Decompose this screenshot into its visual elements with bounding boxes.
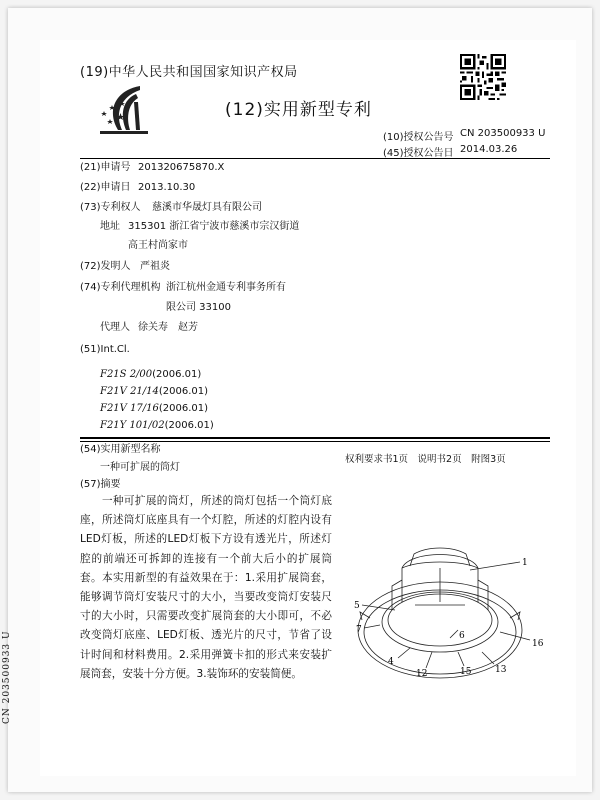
pages-summary: 权利要求书1页 说明书2页 附图3页 — [345, 454, 506, 465]
agency-line-1: 浙江杭州金通专利事务所有 — [166, 282, 286, 293]
drawing-label: 6 — [459, 631, 465, 641]
drawing-label: 7 — [356, 625, 362, 635]
cnipa-logo-icon — [96, 80, 176, 140]
side-publication-number: CN 203500933 U — [2, 630, 12, 724]
application-date-label: (22)申请日 — [80, 182, 131, 193]
intcl-label: (51)Int.Cl. — [80, 344, 130, 355]
pub-date-label: (45)授权公告日 — [383, 148, 454, 159]
qr-code-icon — [460, 54, 506, 100]
patent-type: (12)实用新型专利 — [225, 100, 372, 120]
pub-number-label: (10)授权公告号 — [383, 132, 454, 143]
drawing-label: 4 — [388, 657, 394, 667]
address-line-2: 高王村尚家市 — [128, 240, 188, 251]
drawing-label: 13 — [495, 665, 507, 675]
agent-value: 徐关寿 赵芳 — [138, 322, 198, 333]
classification-item: F21Y 101/02(2006.01) — [100, 420, 214, 431]
abstract-text: 一种可扩展的筒灯，所述的筒灯包括一个筒灯底座，所述筒灯底座具有一个灯腔，所述的灯腔内设有LED灯板，所述的LED灯板下方设有透光片，所述灯腔的前端还可拆卸的连接有一个前大后小的扩展筒套。本实用新型的有益效果在于：1.采用扩展筒套，能够调节筒灯安装尺寸的大小，当要改变筒灯安装尺寸的大小时，只需要改变扩展筒套的大小即可，不必改变筒灯底座、LED灯板、透光片的尺寸，节省了设计时间和材料费用。2.采用弹簧卡扣的形式来安装扩展筒套，安装十分方便。3.装饰环的安装简便。 — [80, 495, 332, 680]
drawing-label: 1 — [522, 558, 528, 568]
pub-date-value: 2014.03.26 — [460, 144, 518, 155]
patentee-value: 慈溪市华晟灯具有限公司 — [152, 202, 262, 213]
inventor-value: 严祖炎 — [140, 261, 170, 272]
agency-line-2: 限公司 33100 — [166, 302, 231, 313]
downlight-drawing — [340, 510, 555, 690]
drawing-label: 15 — [460, 667, 472, 677]
application-number-label: (21)申请号 — [80, 162, 131, 173]
title-label: (54)实用新型名称 — [80, 444, 161, 455]
drawing-label: 12 — [416, 669, 428, 679]
application-date-value: 2013.10.30 — [138, 182, 196, 193]
abstract-label: (57)摘要 — [80, 479, 121, 490]
classification-item: F21V 21/14(2006.01) — [100, 386, 209, 397]
agent-label: 代理人 — [100, 322, 130, 333]
agency-label: (74)专利代理机构 — [80, 282, 161, 293]
classification-item: F21V 17/16(2006.01) — [100, 403, 209, 414]
patent-page — [40, 40, 576, 776]
address-label: 地址 — [100, 221, 120, 232]
address-line-1: 315301 浙江省宁波市慈溪市宗汉街道 — [128, 221, 300, 232]
drawing-label: 5 — [354, 601, 360, 611]
pub-number-value: CN 203500933 U — [460, 128, 546, 139]
authority-name: (19)中华人民共和国国家知识产权局 — [80, 65, 298, 80]
inventor-label: (72)发明人 — [80, 261, 131, 272]
classification-item: F21S 2/00(2006.01) — [100, 369, 202, 380]
application-number-value: 201320675870.X — [138, 162, 225, 173]
drawing-label: 16 — [532, 639, 544, 649]
patentee-label: (73)专利权人 — [80, 202, 141, 213]
utility-model-title: 一种可扩展的筒灯 — [100, 462, 180, 473]
pages-divider-top-double — [80, 438, 550, 439]
document-frame — [2, 8, 592, 792]
